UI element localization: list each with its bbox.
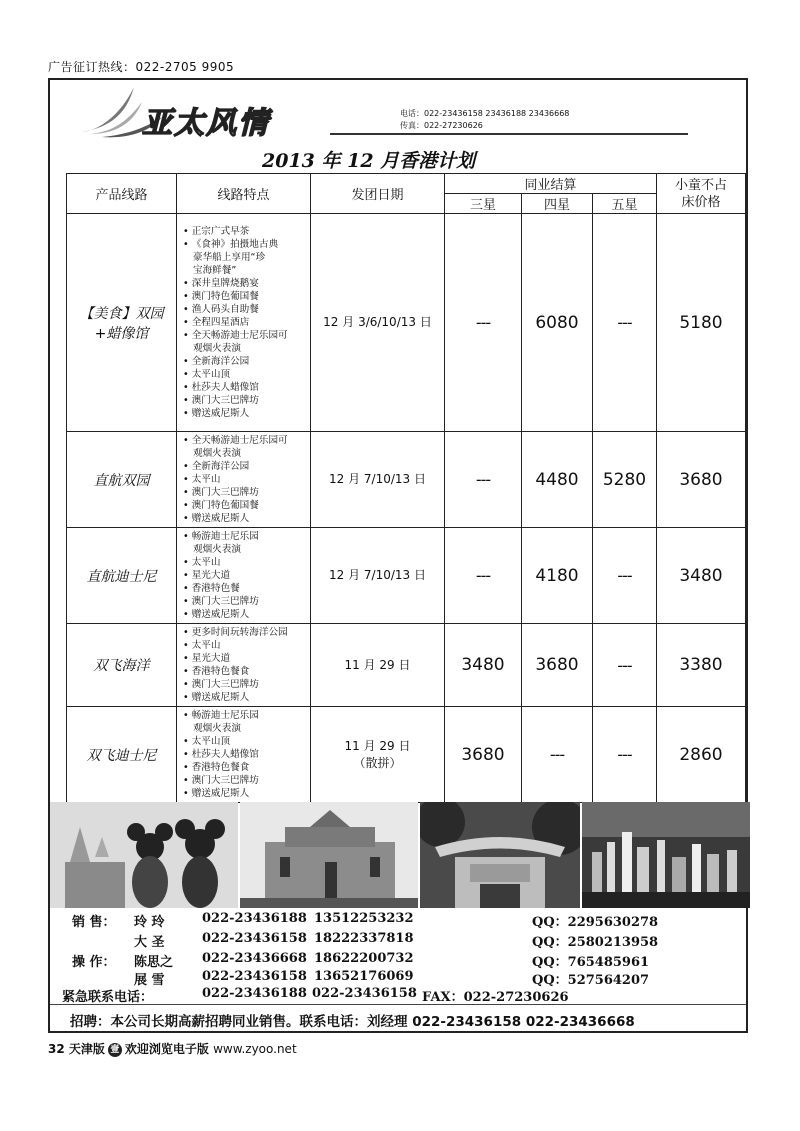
ad-hotline: 广告征订热线：022-2705 9905 (48, 60, 235, 74)
star3-price: --- (445, 432, 522, 528)
sales-label: 销 售： (72, 915, 116, 930)
feature-item: 观烟火表演 (193, 343, 241, 354)
emergency-label: 紧急联系电话： (62, 990, 154, 1005)
feature-item: • 赠送威尼斯人 (183, 407, 310, 420)
edition-badge: 壹 (108, 1043, 122, 1057)
feature-item: 豪华船上享用“珍 (193, 252, 266, 263)
contact-qq: QQ：765485961 (532, 955, 650, 970)
hk-skyline-photo (582, 802, 750, 908)
plan-title: 2013 年 12 月香港计划 (262, 150, 476, 172)
feature-list (177, 707, 311, 803)
header-settlement: 同业结算 (445, 174, 657, 194)
feature-item: • 杜莎夫人蜡像馆 (183, 748, 310, 761)
feature-item: • 赠送威尼斯人 (183, 512, 310, 525)
star3-price: --- (445, 214, 522, 432)
temple-gate-photo (420, 802, 580, 908)
tour-row (67, 624, 746, 707)
depart-date-text: 11 月 29 日 (344, 657, 411, 672)
feature-item: 观烟火表演 (193, 448, 241, 459)
page-number: 32 (48, 1042, 65, 1056)
depart-date-note: （散拼） (353, 755, 402, 770)
depart-date-text: 11 月 29 日 (344, 738, 411, 753)
tour-row (67, 214, 746, 432)
star4-price: --- (522, 707, 593, 803)
recruit-notice: 招聘：本公司长期高薪招聘同业销售。联系电话：刘经理 022-23436158 022-23436668 (70, 1014, 635, 1030)
feature-item: • 《食神》拍摄地古典 (183, 238, 310, 251)
feature-item: • 全天畅游迪士尼乐园可 (183, 329, 310, 342)
tour-table (66, 173, 746, 803)
depart-date-text: 12 月 3/6/10/13 日 (323, 315, 432, 329)
browse-label: 欢迎浏览电子版 (124, 1042, 209, 1056)
feature-item: • 澳门大三巴牌坊 (183, 394, 310, 407)
feature-item: • 赠送威尼斯人 (183, 787, 310, 800)
feature-item: • 渔人码头自助餐 (183, 303, 310, 316)
contact-qq: QQ：2295630278 (532, 915, 659, 930)
contact-mobile: 13652176069 (314, 969, 414, 984)
ops-label: 操 作： (72, 955, 116, 970)
feature-item: • 全程四星酒店 (183, 316, 310, 329)
feature-list (177, 214, 311, 432)
brand-tel: 电话：022-23436158 23436188 23436668 (400, 109, 570, 118)
star3-price: --- (445, 528, 522, 624)
header-star4: 四星 (522, 194, 593, 214)
tour-row (67, 707, 746, 803)
child-price: 3480 (657, 528, 746, 624)
product-name: 直航双园 (67, 432, 177, 528)
feature-list (177, 432, 311, 528)
product-name: 【美食】双园+蜡像馆 (67, 214, 177, 432)
child-price: 3680 (657, 432, 746, 528)
star4-price: 4180 (522, 528, 593, 624)
star5-price: --- (593, 214, 657, 432)
feature-item: • 太平山顶 (183, 368, 310, 381)
contact-name: 大 圣 (134, 935, 165, 950)
contact-name: 陈思之 (134, 955, 174, 970)
brand-contact (400, 108, 569, 132)
feature-list (177, 624, 311, 707)
header-date: 发团日期 (311, 174, 445, 214)
feature-item: • 澳门大三巴牌坊 (183, 678, 310, 691)
depart-date (311, 707, 445, 803)
feature-item: • 澳门特色葡国餐 (183, 290, 310, 303)
recruit-rule (50, 1004, 746, 1005)
header-features: 线路特点 (177, 174, 311, 214)
depart-date (311, 432, 445, 528)
product-name: 双飞迪士尼 (67, 707, 177, 803)
star5-price: --- (593, 624, 657, 707)
page-footer (48, 1040, 297, 1057)
feature-item: • 太平山 (183, 473, 310, 486)
feature-item: • 澳门大三巴牌坊 (183, 486, 310, 499)
feature-item: • 澳门特色葡国餐 (183, 499, 310, 512)
feature-item: • 畅游迪士尼乐园 (183, 530, 310, 543)
star4-price: 6080 (522, 214, 593, 432)
feature-item: • 星光大道 (183, 652, 310, 665)
feature-item: • 香港特色餐食 (183, 761, 310, 774)
depart-date (311, 528, 445, 624)
feature-item: • 赠送威尼斯人 (183, 691, 310, 704)
contact-qq: QQ：2580213958 (532, 935, 659, 950)
feature-item: • 澳门大三巴牌坊 (183, 595, 310, 608)
depart-date-text: 12 月 7/10/13 日 (329, 568, 426, 582)
contact-tel: 022-23436668 (202, 951, 307, 966)
feature-list (177, 528, 311, 624)
star4-price: 3680 (522, 624, 593, 707)
emergency-fax: FAX：022-27230626 (422, 990, 569, 1005)
child-price: 5180 (657, 214, 746, 432)
feature-item: 宝海鲜餐” (193, 265, 237, 276)
feature-item: • 太平山 (183, 639, 310, 652)
photo-strip (50, 802, 750, 908)
child-price: 3380 (657, 624, 746, 707)
feature-item: • 正宗广式早茶 (183, 225, 310, 238)
contact-qq: QQ：527564207 (532, 973, 650, 988)
tour-row (67, 528, 746, 624)
feature-item: • 香港特色餐食 (183, 665, 310, 678)
contact-mobile: 18222337818 (314, 931, 414, 946)
feature-item: • 杜莎夫人蜡像馆 (183, 381, 310, 394)
star4-price: 4480 (522, 432, 593, 528)
feature-item: 观烟火表演 (193, 723, 241, 734)
contact-tel: 022-23436158 (202, 969, 307, 984)
child-price: 2860 (657, 707, 746, 803)
header-child-label: 小童不占床价格 (674, 177, 727, 210)
feature-item: • 畅游迪士尼乐园 (183, 709, 310, 722)
depart-date (311, 624, 445, 707)
feature-item: • 全新海洋公园 (183, 355, 310, 368)
header-star5: 五星 (593, 194, 657, 214)
feature-item: • 全新海洋公园 (183, 460, 310, 473)
feature-item: • 澳门大三巴牌坊 (183, 774, 310, 787)
feature-item: • 星光大道 (183, 569, 310, 582)
feature-item: • 更多时间玩转海洋公园 (183, 626, 310, 639)
feature-item: • 太平山顶 (183, 735, 310, 748)
disney-photo (50, 802, 238, 908)
feature-item: • 全天畅游迪士尼乐园可 (183, 434, 310, 447)
contact-name: 展 雪 (134, 973, 165, 988)
emergency-tel-1: 022-23436188 (202, 986, 307, 1001)
feature-item: • 赠送威尼斯人 (183, 608, 310, 621)
product-name: 直航迪士尼 (67, 528, 177, 624)
contact-tel: 022-23436188 (202, 911, 307, 926)
star3-price: 3680 (445, 707, 522, 803)
brand-fax: 传真：022-27230626 (400, 121, 483, 130)
star5-price: 5280 (593, 432, 657, 528)
ruins-st-paul-photo (240, 802, 418, 908)
star3-price: 3480 (445, 624, 522, 707)
depart-date-text: 12 月 7/10/13 日 (329, 472, 426, 486)
feature-item: • 太平山 (183, 556, 310, 569)
feature-item: • 深井皇牌烧鹅宴 (183, 277, 310, 290)
feature-item: 观烟火表演 (193, 544, 241, 555)
star5-price: --- (593, 707, 657, 803)
contact-tel: 022-23436158 (202, 931, 307, 946)
product-name: 双飞海洋 (67, 624, 177, 707)
header-star3: 三星 (445, 194, 522, 214)
contact-name: 玲 玲 (134, 915, 165, 930)
header-rule (330, 133, 688, 135)
edition-label: 天津版 (68, 1042, 105, 1056)
star5-price: --- (593, 528, 657, 624)
tour-row (67, 432, 746, 528)
header-child (657, 174, 746, 214)
brand-name: 亚太风情 (142, 106, 270, 141)
contact-mobile: 18622200732 (314, 951, 414, 966)
emergency-tel-2: 022-23436158 (312, 986, 417, 1001)
contact-mobile: 13512253232 (314, 911, 414, 926)
depart-date (311, 214, 445, 432)
feature-item: • 香港特色餐 (183, 582, 310, 595)
site-link[interactable]: www.zyoo.net (213, 1042, 297, 1056)
header-product: 产品线路 (67, 174, 177, 214)
